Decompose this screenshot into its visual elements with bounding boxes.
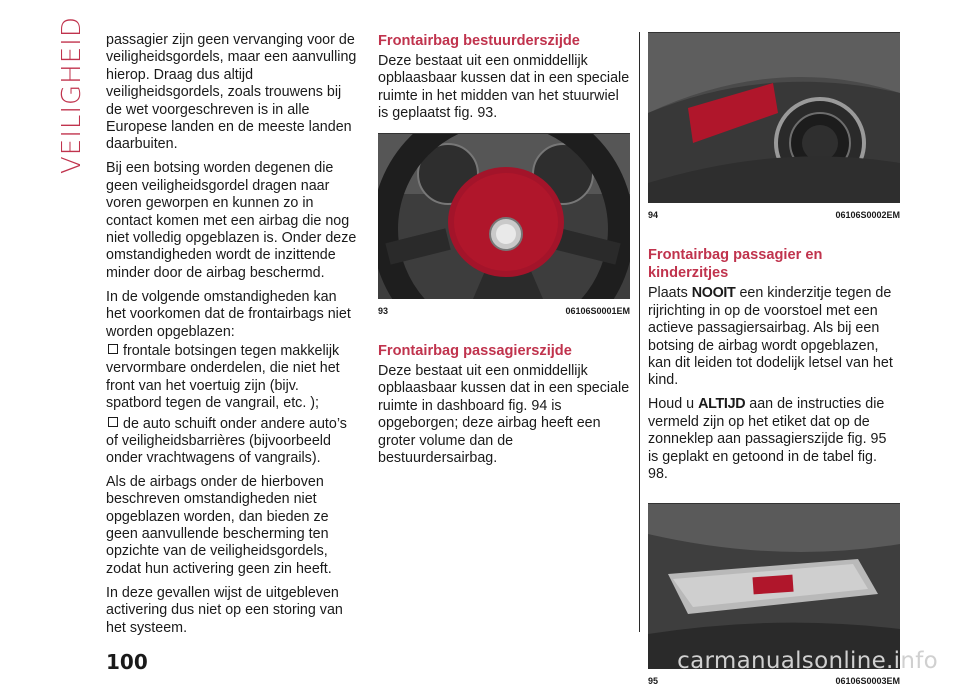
section-title: VEILIGHEID [57, 16, 87, 174]
bullet-item [106, 343, 358, 413]
column-divider [639, 32, 640, 632]
emphasis-nooit: NOOIT [691, 285, 736, 302]
figure-94 [648, 32, 900, 224]
paragraph: Bij een botsing worden degenen die geen veiligheidsgordel dragen naar voren geworpen en kunnen zo in contact komen met een airbag die nog niet volledig opgeblazen is. Onder deze omstandigheden wordt de inzittende minder door de airbag beschermd. [106, 160, 357, 281]
paragraph [648, 396, 900, 483]
heading-child-seats: Frontairbag passagier en kinderzitjes [648, 247, 823, 282]
paragraph: Deze bestaat uit een onmiddellijk opblaasbaar kussen dat in een speciale ruimte in dashboard fig. 94 is opgeborgen; deze airbag heeft een groter volume dan de bestuurdersairbag. [378, 363, 630, 467]
paragraph: Als de airbags onder de hierboven beschreven omstandigheden niet opgeblazen worden, dan bieden ze geen aanvullende bescherming ten opzichte van de veiligheidsgordels, zodat hun activering geen zin heeft. [106, 473, 332, 577]
checkbox-square-icon [108, 417, 118, 427]
text: een kinderzitje tegen de rijrichting in op de voorstoel met een actieve passagiersairbag. Als bij een botsing de airbag wordt opgeblazen, kan dit leiden tot dodelijk letsel van het kind. [648, 285, 893, 389]
column-2 [378, 32, 630, 474]
paragraph: Deze bestaat uit een onmiddellijk opblaasbaar kussen dat in een speciale ruimte in het midden van het stuurwiel is geplaatst fig. 93. [378, 53, 630, 122]
bullet-item [106, 416, 358, 468]
bullet-text: de auto schuift onder andere auto’s of veiligheidsbarrières (bijvoorbeeld onder vrachtwagens of vangrails). [106, 415, 347, 467]
sun-visor-photo [648, 504, 900, 669]
figure-caption [648, 207, 900, 224]
paragraph [648, 285, 900, 389]
steering-wheel-photo [378, 134, 630, 299]
figure-number: 94 [648, 210, 659, 220]
emphasis-altijd: ALTIJD [698, 396, 746, 413]
figure-caption [648, 673, 900, 690]
watermark: carmanualsonline.info [677, 648, 938, 674]
paragraph: In deze gevallen wijst de uitgebleven activering dus niet op een storing van het systeem. [106, 584, 343, 636]
heading-driver-airbag: Frontairbag bestuurderszijde [378, 33, 580, 49]
paragraph: In de volgende omstandigheden kan het voorkomen dat de frontairbags niet worden opgeblazen: [106, 288, 351, 340]
bullet-text: frontale botsingen tegen makkelijk vervormbare onderdelen, die niet het front van het voertuig zijn (bijv. spatbord tegen de vangrail, etc. ); [106, 342, 340, 412]
page-number: 100 [106, 650, 148, 674]
figure-number: 93 [378, 305, 389, 316]
text: Houd u [648, 396, 699, 413]
column-3 [648, 32, 900, 691]
figure-93 [378, 133, 630, 320]
text: aan de instructies die vermeld zijn op het etiket dat op de zonneklep aan passagierszijde fig. 95 is geplakt en getoond in de tabel fig. 98. [648, 396, 887, 482]
figure-caption [378, 303, 630, 320]
figure-code: 06106S0002EM [835, 210, 900, 220]
figure-code: 06106S0001EM [565, 305, 630, 316]
column-1 [106, 32, 358, 643]
paragraph: passagier zijn geen vervanging voor de veiligheidsgordels, maar een aanvulling hierop. Draag dus altijd veiligheidsgordels, zoals trouwens bij de wet voorgeschreven is in alle Europese landen en de meeste landen daarbuiten. [106, 32, 357, 153]
checkbox-square-icon [108, 344, 118, 354]
dashboard-airbag-photo [648, 33, 900, 203]
heading-passenger-airbag: Frontairbag passagierszijde [378, 343, 572, 360]
figure-number: 95 [648, 676, 659, 687]
figure-code: 06106S0003EM [835, 676, 900, 687]
text: Plaats [648, 285, 692, 302]
